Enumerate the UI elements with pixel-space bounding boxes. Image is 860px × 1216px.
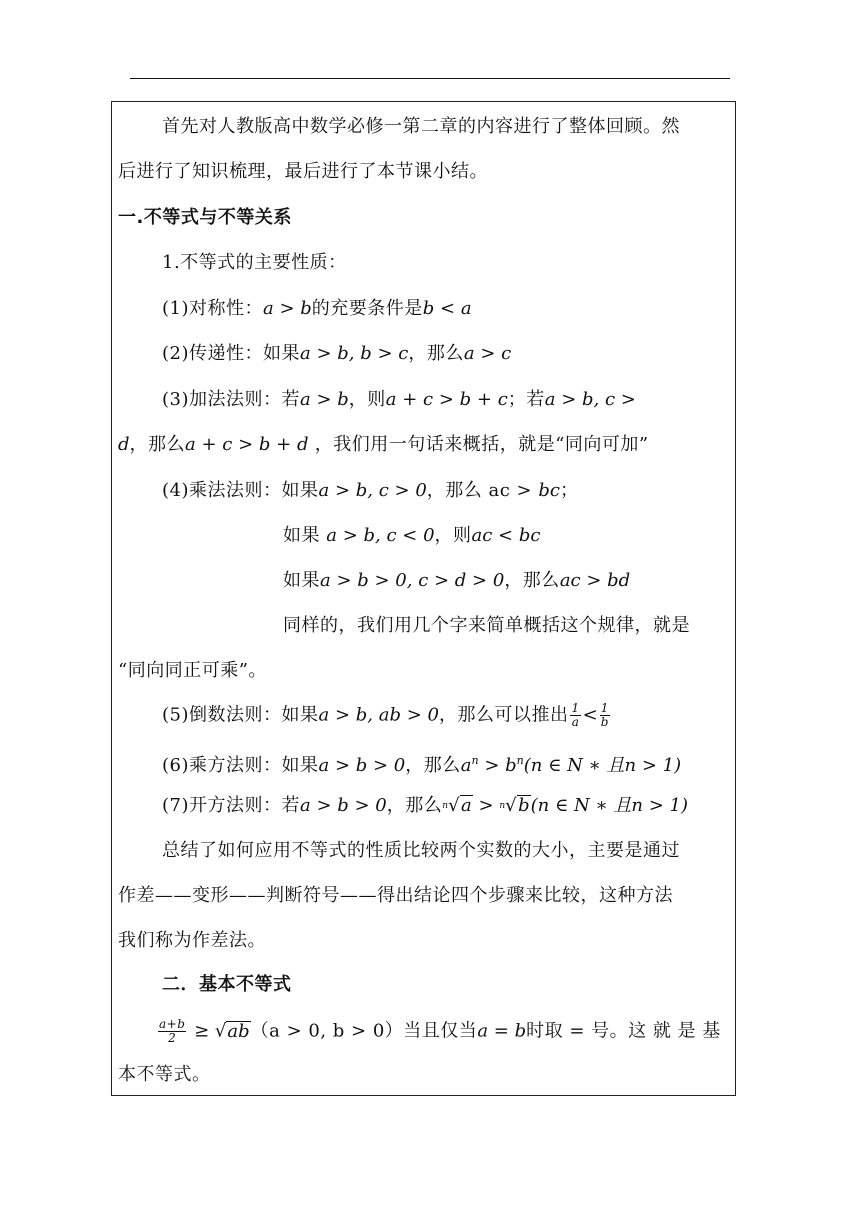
math-expr: a > c (463, 343, 512, 364)
intro-line-2: 后进行了知识梳理，最后进行了本节课小结。 (118, 161, 488, 182)
fraction-numerator: 1 (600, 701, 609, 715)
property-label: (3)加法法则：若 (162, 389, 300, 410)
property-3 (162, 388, 636, 412)
text-fragment: ，则 (434, 525, 472, 546)
exponent: n (516, 754, 524, 767)
property-4-case-2 (283, 524, 540, 548)
radicand: b (518, 795, 530, 816)
text-fragment: ，我们用一句话来概括，就是“同向可加” (308, 434, 649, 455)
radical-sign: √ (448, 795, 461, 816)
math-expr: a > b > 0 (318, 755, 406, 776)
math-expr: a > b > 0, c > d > 0 (320, 570, 505, 591)
text-fragment: 如果 (283, 570, 320, 591)
text-fragment: ，那么 (408, 343, 464, 364)
property-label: (5)倒数法则：如果 (162, 704, 319, 726)
property-3-cont (118, 433, 649, 457)
summary-line-2: 作差——变形——判断符号——得出结论四个步骤来比较，这种方法 (118, 885, 673, 906)
math-expr: a = b (477, 1020, 527, 1042)
property-6 (162, 749, 681, 778)
text-fragment: ，那么 (129, 434, 186, 455)
text-fragment: ，那么 (386, 795, 443, 816)
math-expr: b < a (422, 298, 472, 319)
math-operator: > (472, 795, 500, 816)
math-expr: a (460, 755, 472, 776)
math-expr: a > b, c > (544, 389, 636, 410)
text-fragment: ，那么 ac > (426, 480, 539, 501)
math-expr: a + c > b + d (185, 434, 309, 455)
property-7 (162, 794, 688, 818)
property-4-case-3 (283, 569, 630, 593)
text-fragment: ，那么 (405, 755, 461, 776)
header-rule (130, 78, 730, 79)
fraction (158, 1018, 186, 1045)
fraction-denominator: 2 (168, 1031, 177, 1045)
property-label: (4)乘法法则：如果 (162, 480, 319, 501)
text-fragment: ；若 (507, 389, 545, 410)
math-expr: ac > bd (559, 570, 631, 591)
exponent: n (471, 754, 479, 767)
math-expr: a > b, c > 0 (318, 480, 427, 501)
text-fragment: ，那么可以推出 (438, 704, 569, 726)
math-expr: > b (478, 755, 517, 776)
property-4 (162, 479, 578, 503)
fraction (600, 702, 610, 729)
section-heading-1: 一.不等式与不等关系 (118, 207, 292, 228)
math-expr: d (118, 434, 130, 455)
math-operator: ≥ √ (188, 1020, 227, 1042)
root-index: n (442, 801, 449, 811)
math-expr: (n ∈ N ∗ 且n > 1) (530, 795, 689, 816)
fraction-numerator: 1 (571, 701, 580, 715)
math-expr: a > b, c < 0 (326, 525, 435, 546)
math-expr: a > b, ab > 0 (318, 704, 439, 726)
radicand: ab (227, 1020, 250, 1042)
property-label: (7)开方法则：若 (162, 795, 300, 816)
math-expr: a > b > 0 (300, 795, 387, 816)
text-fragment: 的充要条件是 (311, 298, 423, 319)
summary-line-3: 我们称为作差法。 (118, 930, 266, 951)
math-expr: a > b (300, 389, 349, 410)
property-5 (162, 702, 612, 729)
summary-line-1: 总结了如何应用不等式的性质比较两个实数的大小，主要是通过 (162, 840, 680, 861)
math-expr: bc (538, 480, 560, 501)
radical-sign: √ (505, 795, 518, 816)
text-fragment: 时取 = 号。这 就 是 基 (526, 1020, 721, 1042)
property-1 (162, 297, 472, 321)
fraction (570, 702, 580, 729)
property-label: (6)乘方法则：如果 (162, 755, 319, 776)
property-label: (1)对称性： (162, 298, 263, 319)
section-heading-2: 二．基本不等式 (162, 974, 292, 995)
property-4-summary-cont: “同向同正可乘”。 (118, 660, 267, 681)
text-fragment: 如果 (283, 525, 327, 546)
fraction-denominator: a (571, 715, 580, 729)
math-expr: a > b, b > c (300, 343, 409, 364)
text-fragment: ，那么 (504, 570, 560, 591)
math-expr: a > b (263, 298, 312, 319)
basic-inequality (156, 1018, 721, 1045)
math-operator: < (582, 704, 598, 726)
item-title: 1.不等式的主要性质： (162, 252, 347, 273)
property-label: (2)传递性：如果 (162, 343, 300, 364)
basic-inequality-cont: 本不等式。 (118, 1064, 211, 1085)
math-expr: (n ∈ N ∗ 且n > 1) (523, 755, 682, 776)
math-expr: ac < bc (471, 525, 541, 546)
text-fragment: ； (559, 480, 579, 501)
property-2 (162, 342, 511, 366)
fraction-numerator: a+b (159, 1017, 186, 1031)
root-index: n (499, 801, 506, 811)
property-4-summary: 同样的，我们用几个字来简单概括这个规律，就是 (283, 615, 690, 636)
fraction-denominator: b (600, 715, 609, 729)
text-fragment: ，则 (348, 389, 386, 410)
intro-line-1: 首先对人教版高中数学必修一第二章的内容进行了整体回顾。然 (162, 116, 680, 137)
math-expr: a + c > b + c (385, 389, 508, 410)
text-fragment: （a > 0, b > 0）当且仅当 (250, 1020, 478, 1042)
radicand: a (461, 795, 472, 816)
